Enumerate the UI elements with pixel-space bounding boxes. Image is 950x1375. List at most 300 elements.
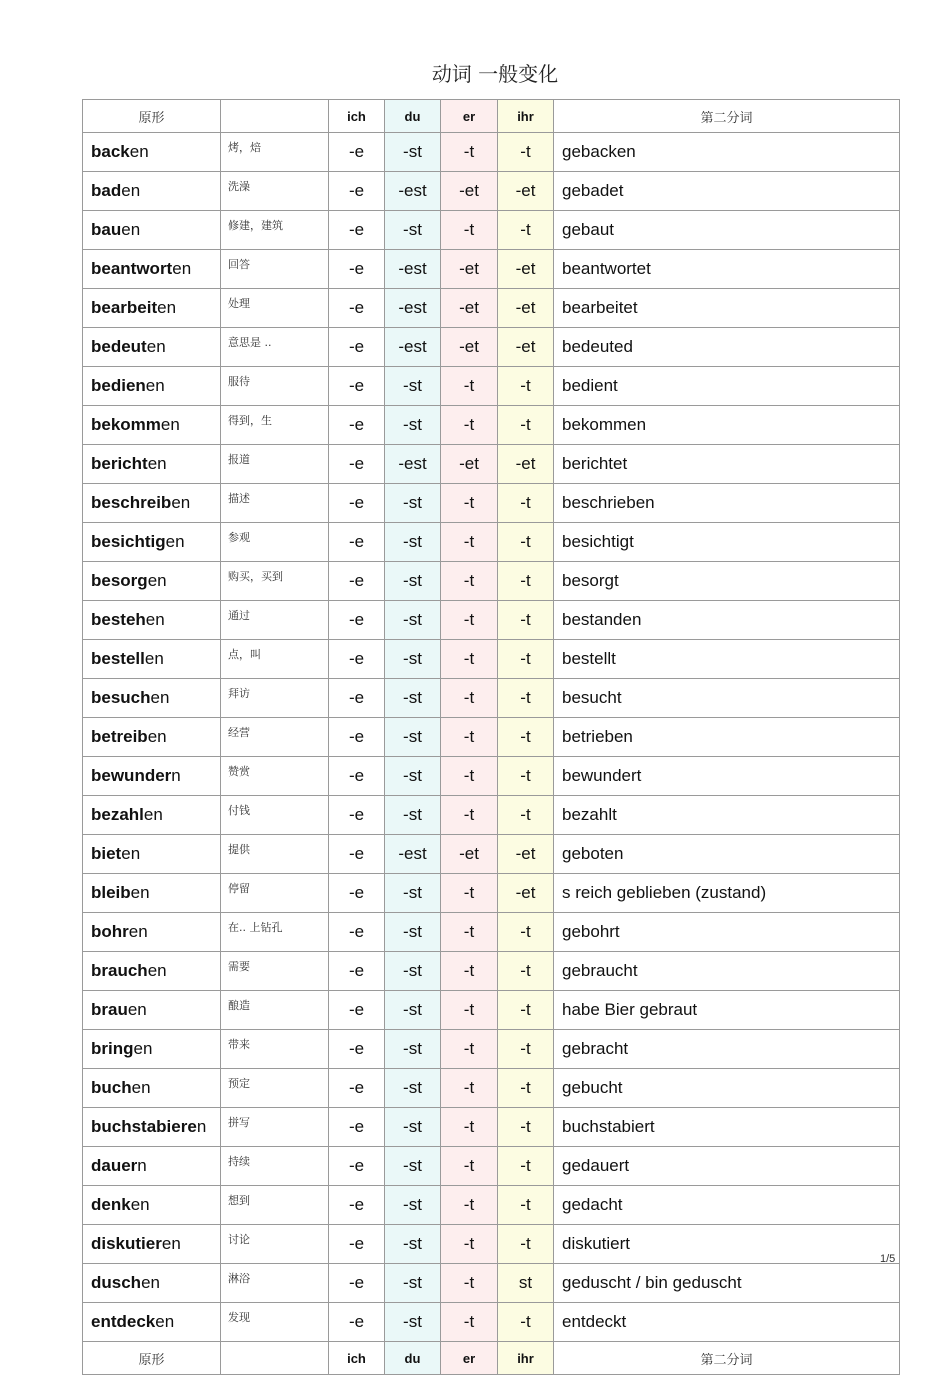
past-participle: habe Bier gebraut bbox=[554, 991, 900, 1030]
table-row bbox=[83, 835, 900, 874]
table-row bbox=[83, 913, 900, 952]
verb-suffix: en bbox=[172, 259, 192, 278]
table-row bbox=[83, 133, 900, 172]
table-row bbox=[83, 1147, 900, 1186]
ending-ich: -e bbox=[329, 367, 385, 406]
table-row bbox=[83, 523, 900, 562]
verb-meaning: 烤，焙 bbox=[221, 133, 329, 172]
ending-er: -et bbox=[441, 172, 498, 211]
ending-ihr: -t bbox=[498, 757, 554, 796]
ending-ihr: -et bbox=[498, 445, 554, 484]
verb-meaning: 点，叫 bbox=[221, 640, 329, 679]
ending-er: -t bbox=[441, 952, 498, 991]
ending-er: -et bbox=[441, 289, 498, 328]
verb-infinitive bbox=[83, 133, 221, 172]
ending-er: -t bbox=[441, 640, 498, 679]
verb-suffix: n bbox=[196, 1117, 207, 1136]
ending-ich: -e bbox=[329, 562, 385, 601]
verb-meaning: 拼写 bbox=[221, 1108, 329, 1147]
table-row bbox=[83, 757, 900, 796]
table-row bbox=[83, 874, 900, 913]
ending-du: -st bbox=[385, 211, 441, 250]
verb-meaning: 购买，买到 bbox=[221, 562, 329, 601]
ending-er: -t bbox=[441, 211, 498, 250]
ending-ich: -e bbox=[329, 328, 385, 367]
verb-infinitive bbox=[83, 1030, 221, 1069]
verb-meaning: 得到，生 bbox=[221, 406, 329, 445]
ending-ihr: -t bbox=[498, 211, 554, 250]
ending-er: -t bbox=[441, 1030, 498, 1069]
table-row bbox=[83, 679, 900, 718]
ending-du: -st bbox=[385, 1030, 441, 1069]
ending-du: -st bbox=[385, 1069, 441, 1108]
verb-meaning: 提供 bbox=[221, 835, 329, 874]
verb-meaning: 想到 bbox=[221, 1186, 329, 1225]
ending-ihr: -t bbox=[498, 562, 554, 601]
ending-er: -t bbox=[441, 874, 498, 913]
verb-suffix: en bbox=[145, 610, 165, 629]
ending-du: -st bbox=[385, 679, 441, 718]
past-participle: beschrieben bbox=[554, 484, 900, 523]
verb-meaning: 在.. 上钻孔 bbox=[221, 913, 329, 952]
verb-infinitive bbox=[83, 757, 221, 796]
ending-du: -st bbox=[385, 523, 441, 562]
ending-du: -est bbox=[385, 835, 441, 874]
header-du: du bbox=[385, 1342, 441, 1375]
verb-infinitive bbox=[83, 445, 221, 484]
ending-ich: -e bbox=[329, 913, 385, 952]
ending-du: -est bbox=[385, 172, 441, 211]
verb-meaning: 付钱 bbox=[221, 796, 329, 835]
table-row bbox=[83, 1264, 900, 1303]
page-number: 1/5 bbox=[880, 1253, 896, 1265]
table-row bbox=[83, 1069, 900, 1108]
ending-du: -est bbox=[385, 328, 441, 367]
verb-infinitive bbox=[83, 367, 221, 406]
ending-du: -st bbox=[385, 601, 441, 640]
verb-meaning: 报道 bbox=[221, 445, 329, 484]
verb-suffix: en bbox=[147, 454, 167, 473]
table-row bbox=[83, 172, 900, 211]
verb-suffix: en bbox=[121, 844, 141, 863]
ending-ich: -e bbox=[329, 1186, 385, 1225]
past-participle: bedeuted bbox=[554, 328, 900, 367]
ending-er: -t bbox=[441, 1108, 498, 1147]
verb-meaning: 意思是 .. bbox=[221, 328, 329, 367]
ending-du: -st bbox=[385, 1225, 441, 1264]
verb-infinitive bbox=[83, 796, 221, 835]
verb-suffix: en bbox=[130, 1195, 150, 1214]
ending-du: -st bbox=[385, 484, 441, 523]
verb-suffix: en bbox=[128, 922, 148, 941]
ending-er: -et bbox=[441, 250, 498, 289]
ending-du: -st bbox=[385, 913, 441, 952]
ending-ich: -e bbox=[329, 445, 385, 484]
header-meaning bbox=[221, 100, 329, 133]
verb-suffix: en bbox=[146, 337, 166, 356]
past-participle: diskutiert bbox=[554, 1225, 900, 1264]
verb-infinitive bbox=[83, 601, 221, 640]
verb-infinitive bbox=[83, 406, 221, 445]
verb-infinitive bbox=[83, 1264, 221, 1303]
verb-stem: entdeck bbox=[91, 1312, 156, 1331]
ending-du: -st bbox=[385, 367, 441, 406]
ending-ich: -e bbox=[329, 1108, 385, 1147]
ending-er: -t bbox=[441, 601, 498, 640]
verb-stem: bestell bbox=[91, 649, 145, 668]
verb-suffix: en bbox=[160, 415, 180, 434]
verb-infinitive bbox=[83, 874, 221, 913]
verb-meaning: 通过 bbox=[221, 601, 329, 640]
ending-du: -st bbox=[385, 1108, 441, 1147]
past-participle: entdeckt bbox=[554, 1303, 900, 1342]
verb-suffix: en bbox=[121, 220, 141, 239]
ending-ich: -e bbox=[329, 1303, 385, 1342]
ending-ihr: -t bbox=[498, 133, 554, 172]
ending-er: -t bbox=[441, 796, 498, 835]
ending-er: -t bbox=[441, 1069, 498, 1108]
past-participle: gebacken bbox=[554, 133, 900, 172]
ending-er: -t bbox=[441, 406, 498, 445]
past-participle: bekommen bbox=[554, 406, 900, 445]
verb-meaning: 发现 bbox=[221, 1303, 329, 1342]
verb-meaning: 赞赏 bbox=[221, 757, 329, 796]
table-row bbox=[83, 991, 900, 1030]
past-participle: besucht bbox=[554, 679, 900, 718]
verb-suffix: n bbox=[171, 766, 181, 785]
ending-ihr: -t bbox=[498, 601, 554, 640]
verb-meaning: 预定 bbox=[221, 1069, 329, 1108]
ending-ihr: st bbox=[498, 1264, 554, 1303]
ending-ich: -e bbox=[329, 796, 385, 835]
ending-ihr: -t bbox=[498, 523, 554, 562]
ending-ich: -e bbox=[329, 289, 385, 328]
table-row bbox=[83, 601, 900, 640]
verb-meaning: 参观 bbox=[221, 523, 329, 562]
verb-stem: bau bbox=[91, 220, 122, 239]
ending-du: -st bbox=[385, 1303, 441, 1342]
verb-stem: denk bbox=[91, 1195, 131, 1214]
ending-ich: -e bbox=[329, 1264, 385, 1303]
ending-er: -t bbox=[441, 679, 498, 718]
table-row bbox=[83, 952, 900, 991]
table-row bbox=[83, 250, 900, 289]
verb-meaning: 持续 bbox=[221, 1147, 329, 1186]
verb-suffix: en bbox=[147, 961, 167, 980]
verb-suffix: en bbox=[130, 883, 150, 902]
header-er: er bbox=[441, 1342, 498, 1375]
ending-ich: -e bbox=[329, 406, 385, 445]
verb-meaning: 回答 bbox=[221, 250, 329, 289]
verb-stem: bad bbox=[91, 181, 122, 200]
ending-er: -t bbox=[441, 1264, 498, 1303]
verb-infinitive bbox=[83, 328, 221, 367]
ending-ihr: -t bbox=[498, 1186, 554, 1225]
ending-ich: -e bbox=[329, 133, 385, 172]
verb-infinitive bbox=[83, 913, 221, 952]
ending-ich: -e bbox=[329, 1030, 385, 1069]
ending-ihr: -t bbox=[498, 1147, 554, 1186]
verb-stem: biet bbox=[91, 844, 122, 863]
ending-ihr: -t bbox=[498, 1225, 554, 1264]
ending-er: -t bbox=[441, 367, 498, 406]
verb-stem: bedeut bbox=[91, 337, 147, 356]
verb-stem: bring bbox=[91, 1039, 134, 1058]
verb-stem: besichtig bbox=[91, 532, 166, 551]
verb-meaning: 停留 bbox=[221, 874, 329, 913]
past-participle: gebucht bbox=[554, 1069, 900, 1108]
verb-suffix: en bbox=[144, 649, 164, 668]
verb-suffix: en bbox=[150, 688, 170, 707]
ending-ich: -e bbox=[329, 952, 385, 991]
verb-suffix: en bbox=[147, 571, 167, 590]
verb-infinitive bbox=[83, 835, 221, 874]
table-row bbox=[83, 484, 900, 523]
past-participle: buchstabiert bbox=[554, 1108, 900, 1147]
verb-stem: bekomm bbox=[91, 415, 161, 434]
table-row bbox=[83, 211, 900, 250]
verb-meaning: 服待 bbox=[221, 367, 329, 406]
header-er: er bbox=[441, 100, 498, 133]
past-participle: gebracht bbox=[554, 1030, 900, 1069]
ending-ich: -e bbox=[329, 1225, 385, 1264]
ending-du: -st bbox=[385, 406, 441, 445]
past-participle: gedauert bbox=[554, 1147, 900, 1186]
ending-ich: -e bbox=[329, 211, 385, 250]
ending-er: -t bbox=[441, 757, 498, 796]
ending-ihr: -et bbox=[498, 289, 554, 328]
verb-stem: beantwort bbox=[91, 259, 173, 278]
ending-ich: -e bbox=[329, 835, 385, 874]
table-row bbox=[83, 796, 900, 835]
verb-infinitive bbox=[83, 289, 221, 328]
ending-ihr: -t bbox=[498, 991, 554, 1030]
past-participle: geduscht / bin geduscht bbox=[554, 1264, 900, 1303]
ending-du: -est bbox=[385, 250, 441, 289]
past-participle: s reich geblieben (zustand) bbox=[554, 874, 900, 913]
header-meaning bbox=[221, 1342, 329, 1375]
verb-meaning: 拜访 bbox=[221, 679, 329, 718]
past-participle: bestanden bbox=[554, 601, 900, 640]
header-ich: ich bbox=[329, 1342, 385, 1375]
ending-er: -t bbox=[441, 562, 498, 601]
table-row bbox=[83, 640, 900, 679]
ending-ich: -e bbox=[329, 874, 385, 913]
past-participle: gebohrt bbox=[554, 913, 900, 952]
header-infinitive: 原形 bbox=[83, 1342, 221, 1375]
verb-suffix: en bbox=[143, 805, 163, 824]
ending-ihr: -t bbox=[498, 367, 554, 406]
ending-ich: -e bbox=[329, 991, 385, 1030]
verb-infinitive bbox=[83, 718, 221, 757]
verb-conjugation-table bbox=[82, 99, 900, 1375]
verb-infinitive bbox=[83, 250, 221, 289]
ending-ihr: -t bbox=[498, 1108, 554, 1147]
ending-er: -et bbox=[441, 835, 498, 874]
verb-infinitive bbox=[83, 1303, 221, 1342]
verb-suffix: en bbox=[161, 1234, 181, 1253]
ending-ich: -e bbox=[329, 1147, 385, 1186]
past-participle: gebadet bbox=[554, 172, 900, 211]
ending-ihr: -t bbox=[498, 718, 554, 757]
ending-du: -st bbox=[385, 796, 441, 835]
past-participle: gebraucht bbox=[554, 952, 900, 991]
ending-ihr: -t bbox=[498, 1303, 554, 1342]
verb-suffix: en bbox=[131, 1078, 151, 1097]
verb-suffix: en bbox=[171, 493, 191, 512]
ending-ihr: -et bbox=[498, 835, 554, 874]
ending-er: -t bbox=[441, 1225, 498, 1264]
verb-suffix: en bbox=[157, 298, 177, 317]
verb-infinitive bbox=[83, 211, 221, 250]
ending-ich: -e bbox=[329, 523, 385, 562]
ending-du: -st bbox=[385, 718, 441, 757]
verb-infinitive bbox=[83, 1225, 221, 1264]
verb-infinitive bbox=[83, 679, 221, 718]
past-participle: betrieben bbox=[554, 718, 900, 757]
ending-ihr: -t bbox=[498, 796, 554, 835]
ending-ich: -e bbox=[329, 250, 385, 289]
verb-suffix: en bbox=[165, 532, 185, 551]
table-row bbox=[83, 367, 900, 406]
table-row bbox=[83, 1303, 900, 1342]
past-participle: bezahlt bbox=[554, 796, 900, 835]
past-participle: bearbeitet bbox=[554, 289, 900, 328]
verb-suffix: en bbox=[145, 376, 165, 395]
table-row bbox=[83, 562, 900, 601]
verb-suffix: en bbox=[129, 142, 149, 161]
ending-ich: -e bbox=[329, 679, 385, 718]
ending-er: -t bbox=[441, 1303, 498, 1342]
ending-er: -t bbox=[441, 523, 498, 562]
ending-du: -est bbox=[385, 289, 441, 328]
verb-infinitive bbox=[83, 1108, 221, 1147]
verb-stem: bericht bbox=[91, 454, 148, 473]
ending-er: -t bbox=[441, 1186, 498, 1225]
verb-meaning: 讨论 bbox=[221, 1225, 329, 1264]
ending-du: -st bbox=[385, 991, 441, 1030]
header-du: du bbox=[385, 100, 441, 133]
ending-du: -st bbox=[385, 133, 441, 172]
ending-ich: -e bbox=[329, 1069, 385, 1108]
ending-du: -st bbox=[385, 562, 441, 601]
verb-suffix: en bbox=[121, 181, 141, 200]
past-participle: besichtigt bbox=[554, 523, 900, 562]
ending-ihr: -et bbox=[498, 874, 554, 913]
ending-er: -t bbox=[441, 718, 498, 757]
verb-stem: besuch bbox=[91, 688, 151, 707]
past-participle: beantwortet bbox=[554, 250, 900, 289]
ending-ihr: -t bbox=[498, 406, 554, 445]
verb-infinitive bbox=[83, 1069, 221, 1108]
table-row bbox=[83, 445, 900, 484]
ending-ihr: -t bbox=[498, 1030, 554, 1069]
ending-er: -t bbox=[441, 991, 498, 1030]
verb-stem: back bbox=[91, 142, 130, 161]
past-participle: besorgt bbox=[554, 562, 900, 601]
header-participle: 第二分词 bbox=[554, 100, 900, 133]
ending-du: -st bbox=[385, 757, 441, 796]
verb-meaning: 修建，建筑 bbox=[221, 211, 329, 250]
ending-ihr: -t bbox=[498, 913, 554, 952]
verb-stem: bleib bbox=[91, 883, 131, 902]
verb-stem: brauch bbox=[91, 961, 148, 980]
verb-infinitive bbox=[83, 172, 221, 211]
header-row-top bbox=[83, 100, 900, 133]
ending-ihr: -t bbox=[498, 679, 554, 718]
ending-ihr: -t bbox=[498, 640, 554, 679]
past-participle: bedient bbox=[554, 367, 900, 406]
verb-stem: dauer bbox=[91, 1156, 138, 1175]
table-row bbox=[83, 1030, 900, 1069]
verb-stem: buchstabiere bbox=[91, 1117, 197, 1136]
verb-stem: bewunder bbox=[91, 766, 172, 785]
header-row-bottom bbox=[83, 1342, 900, 1375]
ending-ich: -e bbox=[329, 172, 385, 211]
table-row bbox=[83, 289, 900, 328]
ending-er: -t bbox=[441, 133, 498, 172]
verb-stem: bearbeit bbox=[91, 298, 158, 317]
verb-meaning: 需要 bbox=[221, 952, 329, 991]
verb-stem: beschreib bbox=[91, 493, 172, 512]
ending-ich: -e bbox=[329, 601, 385, 640]
table-row bbox=[83, 718, 900, 757]
verb-meaning: 处理 bbox=[221, 289, 329, 328]
verb-suffix: en bbox=[127, 1000, 147, 1019]
verb-infinitive bbox=[83, 484, 221, 523]
ending-du: -st bbox=[385, 874, 441, 913]
verb-suffix: en bbox=[141, 1273, 160, 1292]
verb-suffix: en bbox=[147, 727, 167, 746]
verb-infinitive bbox=[83, 562, 221, 601]
ending-du: -st bbox=[385, 640, 441, 679]
verb-meaning: 洗澡 bbox=[221, 172, 329, 211]
verb-infinitive bbox=[83, 1147, 221, 1186]
verb-meaning: 淋浴 bbox=[221, 1264, 329, 1303]
ending-er: -t bbox=[441, 1147, 498, 1186]
ending-ihr: -et bbox=[498, 328, 554, 367]
past-participle: bewundert bbox=[554, 757, 900, 796]
table-row bbox=[83, 1108, 900, 1147]
header-ihr: ihr bbox=[498, 100, 554, 133]
ending-ich: -e bbox=[329, 718, 385, 757]
table-row bbox=[83, 1225, 900, 1264]
ending-ihr: -t bbox=[498, 952, 554, 991]
ending-du: -st bbox=[385, 1186, 441, 1225]
verb-stem: bohr bbox=[91, 922, 129, 941]
ending-ich: -e bbox=[329, 757, 385, 796]
verb-meaning: 描述 bbox=[221, 484, 329, 523]
ending-er: -t bbox=[441, 913, 498, 952]
header-ich: ich bbox=[329, 100, 385, 133]
verb-infinitive bbox=[83, 523, 221, 562]
ending-du: -st bbox=[385, 952, 441, 991]
verb-infinitive bbox=[83, 991, 221, 1030]
table-row bbox=[83, 406, 900, 445]
verb-stem: bedien bbox=[91, 376, 146, 395]
ending-du: -st bbox=[385, 1147, 441, 1186]
verb-infinitive bbox=[83, 1186, 221, 1225]
verb-suffix: en bbox=[133, 1039, 153, 1058]
ending-er: -t bbox=[441, 484, 498, 523]
ending-du: -st bbox=[385, 1264, 441, 1303]
verb-suffix: en bbox=[155, 1312, 175, 1331]
ending-ich: -e bbox=[329, 640, 385, 679]
header-ihr: ihr bbox=[498, 1342, 554, 1375]
ending-ihr: -et bbox=[498, 250, 554, 289]
verb-stem: diskutier bbox=[91, 1234, 162, 1253]
verb-meaning: 经营 bbox=[221, 718, 329, 757]
